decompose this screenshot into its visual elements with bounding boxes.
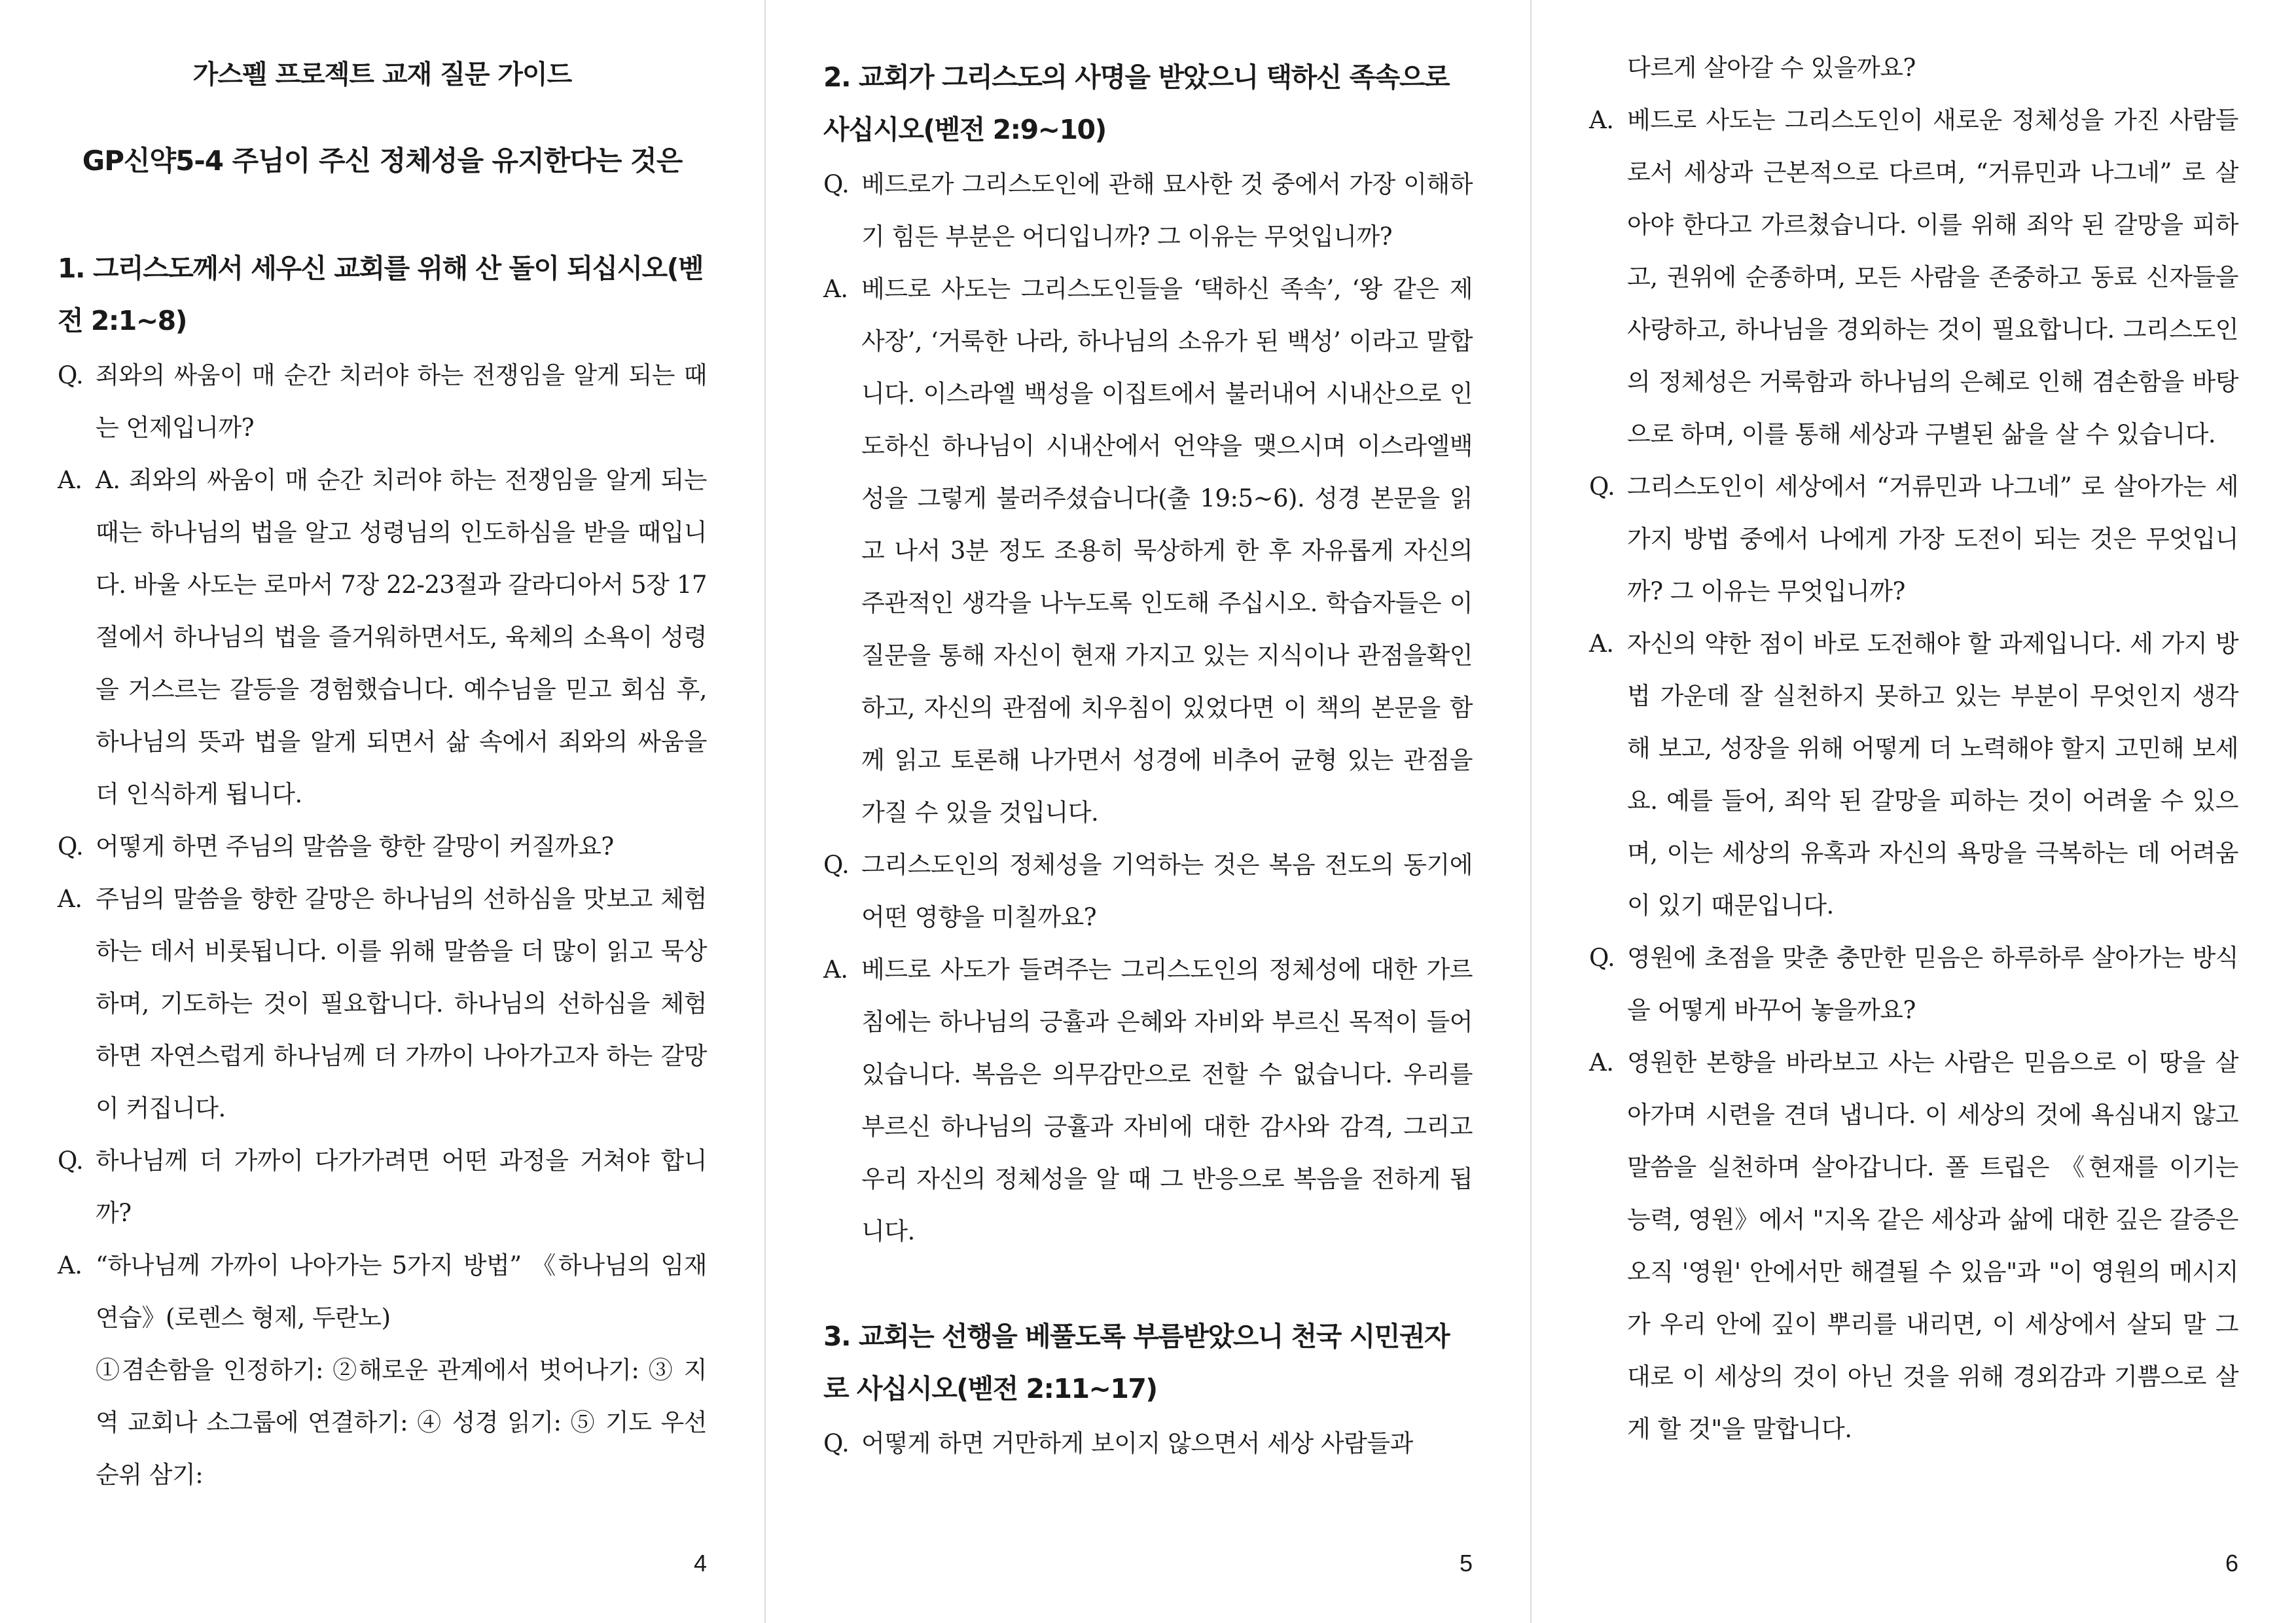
a-marker: A. xyxy=(823,275,848,303)
answer-text: 베드로 사도는 그리스도인이 새로운 정체성을 가진 사람들로서 세상과 근본적으로 다르며, “거류민과 나그네” 로 살아야 한다고 가르쳤습니다. 이를 위해 죄악 된 갈망을 피하고, 권위에 순종하며, 모든 사람을 존중하고 동료 신자들을 사랑하고, 하나님을 경외하는 것이 필요합니다. 그리스도인의 정체성은 거룩함과 하나님의 은혜로 인해 겸손함을 바탕으로 하며, 이를 통해 세상과 구별된 삶을 살 수 있습니다. xyxy=(1627,106,2238,448)
section-spacer xyxy=(823,1258,1473,1310)
answer-item xyxy=(58,1240,707,1344)
question-text: 어떻게 하면 거만하게 보이지 않으면서 세상 사람들과 xyxy=(861,1429,1413,1457)
q-marker: Q. xyxy=(58,1147,84,1175)
answer-item xyxy=(58,873,707,1135)
page-content xyxy=(823,51,1473,1470)
answer-item xyxy=(1589,94,2238,461)
question-item xyxy=(823,1418,1473,1470)
answer-text: 베드로 사도가 들려주는 그리스도인의 정체성에 대한 가르침에는 하나님의 긍휼과 은혜와 자비와 부르신 목적이 들어 있습니다. 복음은 의무감만으로 전할 수 없습니다. 우리를 부르신 하나님의 긍휼과 자비에 대한 감사와 감격, 그리고 우리 자신의 정체성을 알 때 그 반응으로 복음을 전하게 됩니다. xyxy=(861,955,1473,1245)
answer-item xyxy=(823,263,1473,839)
question-item xyxy=(823,839,1473,944)
answer-text: 자신의 약한 점이 바로 도전해야 할 과제입니다. 세 가지 방법 가운데 잘 실천하지 못하고 있는 부분이 무엇인지 생각해 보고, 성장을 위해 어떻게 더 노력해야 할지 고민해 보세요. 예를 들어, 죄악 된 갈망을 피하는 것이 어려울 수 있으며, 이는 세상의 유혹과 자신의 욕망을 극복하는 데 어려움이 있기 때문입니다. xyxy=(1627,630,2238,919)
section-heading-1: 1. 그리스도께서 세우신 교회를 위해 산 돌이 되십시오(벧전 2:1~8) xyxy=(58,253,704,336)
a-marker: A. xyxy=(58,1251,82,1279)
q-marker: Q. xyxy=(823,1429,850,1457)
q-marker: Q. xyxy=(823,851,850,879)
method-list: ①겸손함을 인정하기: ②해로운 관계에서 벗어나기: ③ 지역 교회나 소그룹에 연결하기: ④ 성경 읽기: ⑤ 기도 우선순위 삼기: xyxy=(96,1356,707,1489)
a-marker: A. xyxy=(823,955,848,984)
answer-item xyxy=(1589,618,2238,932)
question-text: 하나님께 더 가까이 다가가려면 어떤 과정을 거쳐야 합니까? xyxy=(96,1147,707,1227)
answer-item xyxy=(58,454,707,821)
page-5 xyxy=(766,0,1530,1623)
a-marker: A. xyxy=(1589,630,1614,658)
q-marker: Q. xyxy=(58,832,84,861)
a-marker: A. xyxy=(1589,1048,1614,1077)
question-text: 베드로가 그리스도인에 관해 묘사한 것 중에서 가장 이해하기 힘든 부분은 어디입니까? 그 이유는 무엇입니까? xyxy=(861,170,1473,251)
question-item xyxy=(823,158,1473,263)
q-marker: Q. xyxy=(1589,944,1615,972)
page-4 xyxy=(0,0,764,1623)
question-text: 죄와의 싸움이 매 순간 치러야 하는 전쟁임을 알게 되는 때는 언제입니까? xyxy=(96,361,707,442)
question-item xyxy=(58,349,707,454)
a-marker: A. xyxy=(58,466,82,494)
q-marker: Q. xyxy=(58,361,84,389)
q-marker: Q. xyxy=(1589,473,1615,501)
a-marker: A. xyxy=(58,885,82,913)
page-number: 4 xyxy=(693,1550,707,1577)
answer-text: 주님의 말씀을 향한 갈망은 하나님의 선하심을 맛보고 체험하는 데서 비롯됩니다. 이를 위해 말씀을 더 많이 읽고 묵상하며, 기도하는 것이 필요합니다. 하나님의 선하심을 체험하면 자연스럽게 하나님께 더 가까이 나아가고자 하는 갈망이 커집니다. xyxy=(96,885,707,1122)
question-text: 어떻게 하면 주님의 말씀을 향한 갈망이 커질까요? xyxy=(96,832,614,861)
answer-text: 베드로 사도는 그리스도인들을 ‘택하신 족속’, ‘왕 같은 제사장’, ‘거룩한 나라, 하나님의 소유가 된 백성’ 이라고 말합니다. 이스라엘 백성을 이집트에서 불러내어 시내산으로 인도하신 하나님이 시내산에서 언약을 맺으시며 이스라엘백성을 그렇게 불러주셨습니다(출 19:5~6). 성경 본문을 읽고 나서 3분 정도 조용히 묵상하게 한 후 자유롭게 자신의주관적인 생각을 나누도록 인도해 주십시오. 학습자들은 이 질문을 통해 자신이 현재 가지고 있는 지식이나 관점을확인하고, 자신의 관점에 치우침이 있었다면 이 책의 본문을 함께 읽고 토론해 나가면서 성경에 비추어 균형 있는 관점을 가질 수 있을 것입니다. xyxy=(861,275,1473,827)
answer-item xyxy=(1589,1037,2238,1455)
answer-text: “하나님께 가까이 나아가는 5가지 방법” 《하나님의 임재 연습》(로렌스 형제, 두란노) xyxy=(96,1251,707,1332)
question-item xyxy=(58,1135,707,1240)
question-text: 그리스도인의 정체성을 기억하는 것은 복음 전도의 동기에 어떤 영향을 미칠까요? xyxy=(861,851,1473,931)
document-title: 가스펠 프로젝트 교재 질문 가이드 xyxy=(192,60,572,90)
page-content xyxy=(58,51,707,1501)
question-item xyxy=(58,821,707,873)
answer-text: A. 죄와의 싸움이 매 순간 치러야 하는 전쟁임을 알게 되는 때는 하나님의 법을 알고 성령님의 인도하심을 받을 때입니다. 바울 사도는 로마서 7장 22-23절과 갈라디아서 5장 17절에서 하나님의 법을 즐거워하면서도, 육체의 소욕이 성령을 거스르는 갈등을 경험했습니다. 예수님을 믿고 회심 후, 하나님의 뜻과 법을 알게 되면서 삶 속에서 죄와의 싸움을 더 인식하게 됩니다. xyxy=(96,466,707,808)
page-number: 5 xyxy=(1459,1550,1473,1577)
page-number: 6 xyxy=(2225,1550,2238,1577)
section-heading-2: 2. 교회가 그리스도의 사명을 받았으니 택하신 족속으로 사십시오(벧전 2:9~10) xyxy=(823,62,1450,145)
answer-text: 영원한 본향을 바라보고 사는 사람은 믿음으로 이 땅을 살아가며 시련을 견뎌 냅니다. 이 세상의 것에 욕심내지 않고 말씀을 실천하며 살아갑니다. 폴 트립은 《현재를 이기는 능력, 영원》에서 "지옥 같은 세상과 삶에 대한 깊은 갈증은 오직 '영원' 안에서만 해결될 수 있음"과 "이 영원의 메시지가 우리 안에 깊이 뿌리를 내리면, 이 세상에서 살되 말 그대로 이 세상의 것이 아닌 것을 위해 경외감과 기쁨으로 살게 할 것"을 말합니다. xyxy=(1627,1048,2238,1443)
question-continuation: 다르게 살아갈 수 있을까요? xyxy=(1627,54,1916,82)
question-item xyxy=(1589,932,2238,1037)
lesson-subtitle: GP신약5-4 주님이 주신 정체성을 유지한다는 것은 xyxy=(82,145,683,177)
answer-item xyxy=(823,944,1473,1258)
page-content xyxy=(1589,42,2238,1455)
question-text: 그리스도인이 세상에서 “거류민과 나그네” 로 살아가는 세 가지 방법 중에서 나에게 가장 도전이 되는 것은 무엇입니까? 그 이유는 무엇입니까? xyxy=(1627,473,2238,605)
a-marker: A. xyxy=(1589,106,1614,134)
q-marker: Q. xyxy=(823,170,850,198)
section-heading-3: 3. 교회는 선행을 베풀도록 부름받았으니 천국 시민권자로 사십시오(벧전 2:11~17) xyxy=(823,1321,1450,1404)
page-6 xyxy=(1532,0,2296,1623)
question-text: 영원에 초점을 맞춘 충만한 믿음은 하루하루 살아가는 방식을 어떻게 바꾸어 놓을까요? xyxy=(1627,944,2238,1024)
question-item xyxy=(1589,461,2238,618)
